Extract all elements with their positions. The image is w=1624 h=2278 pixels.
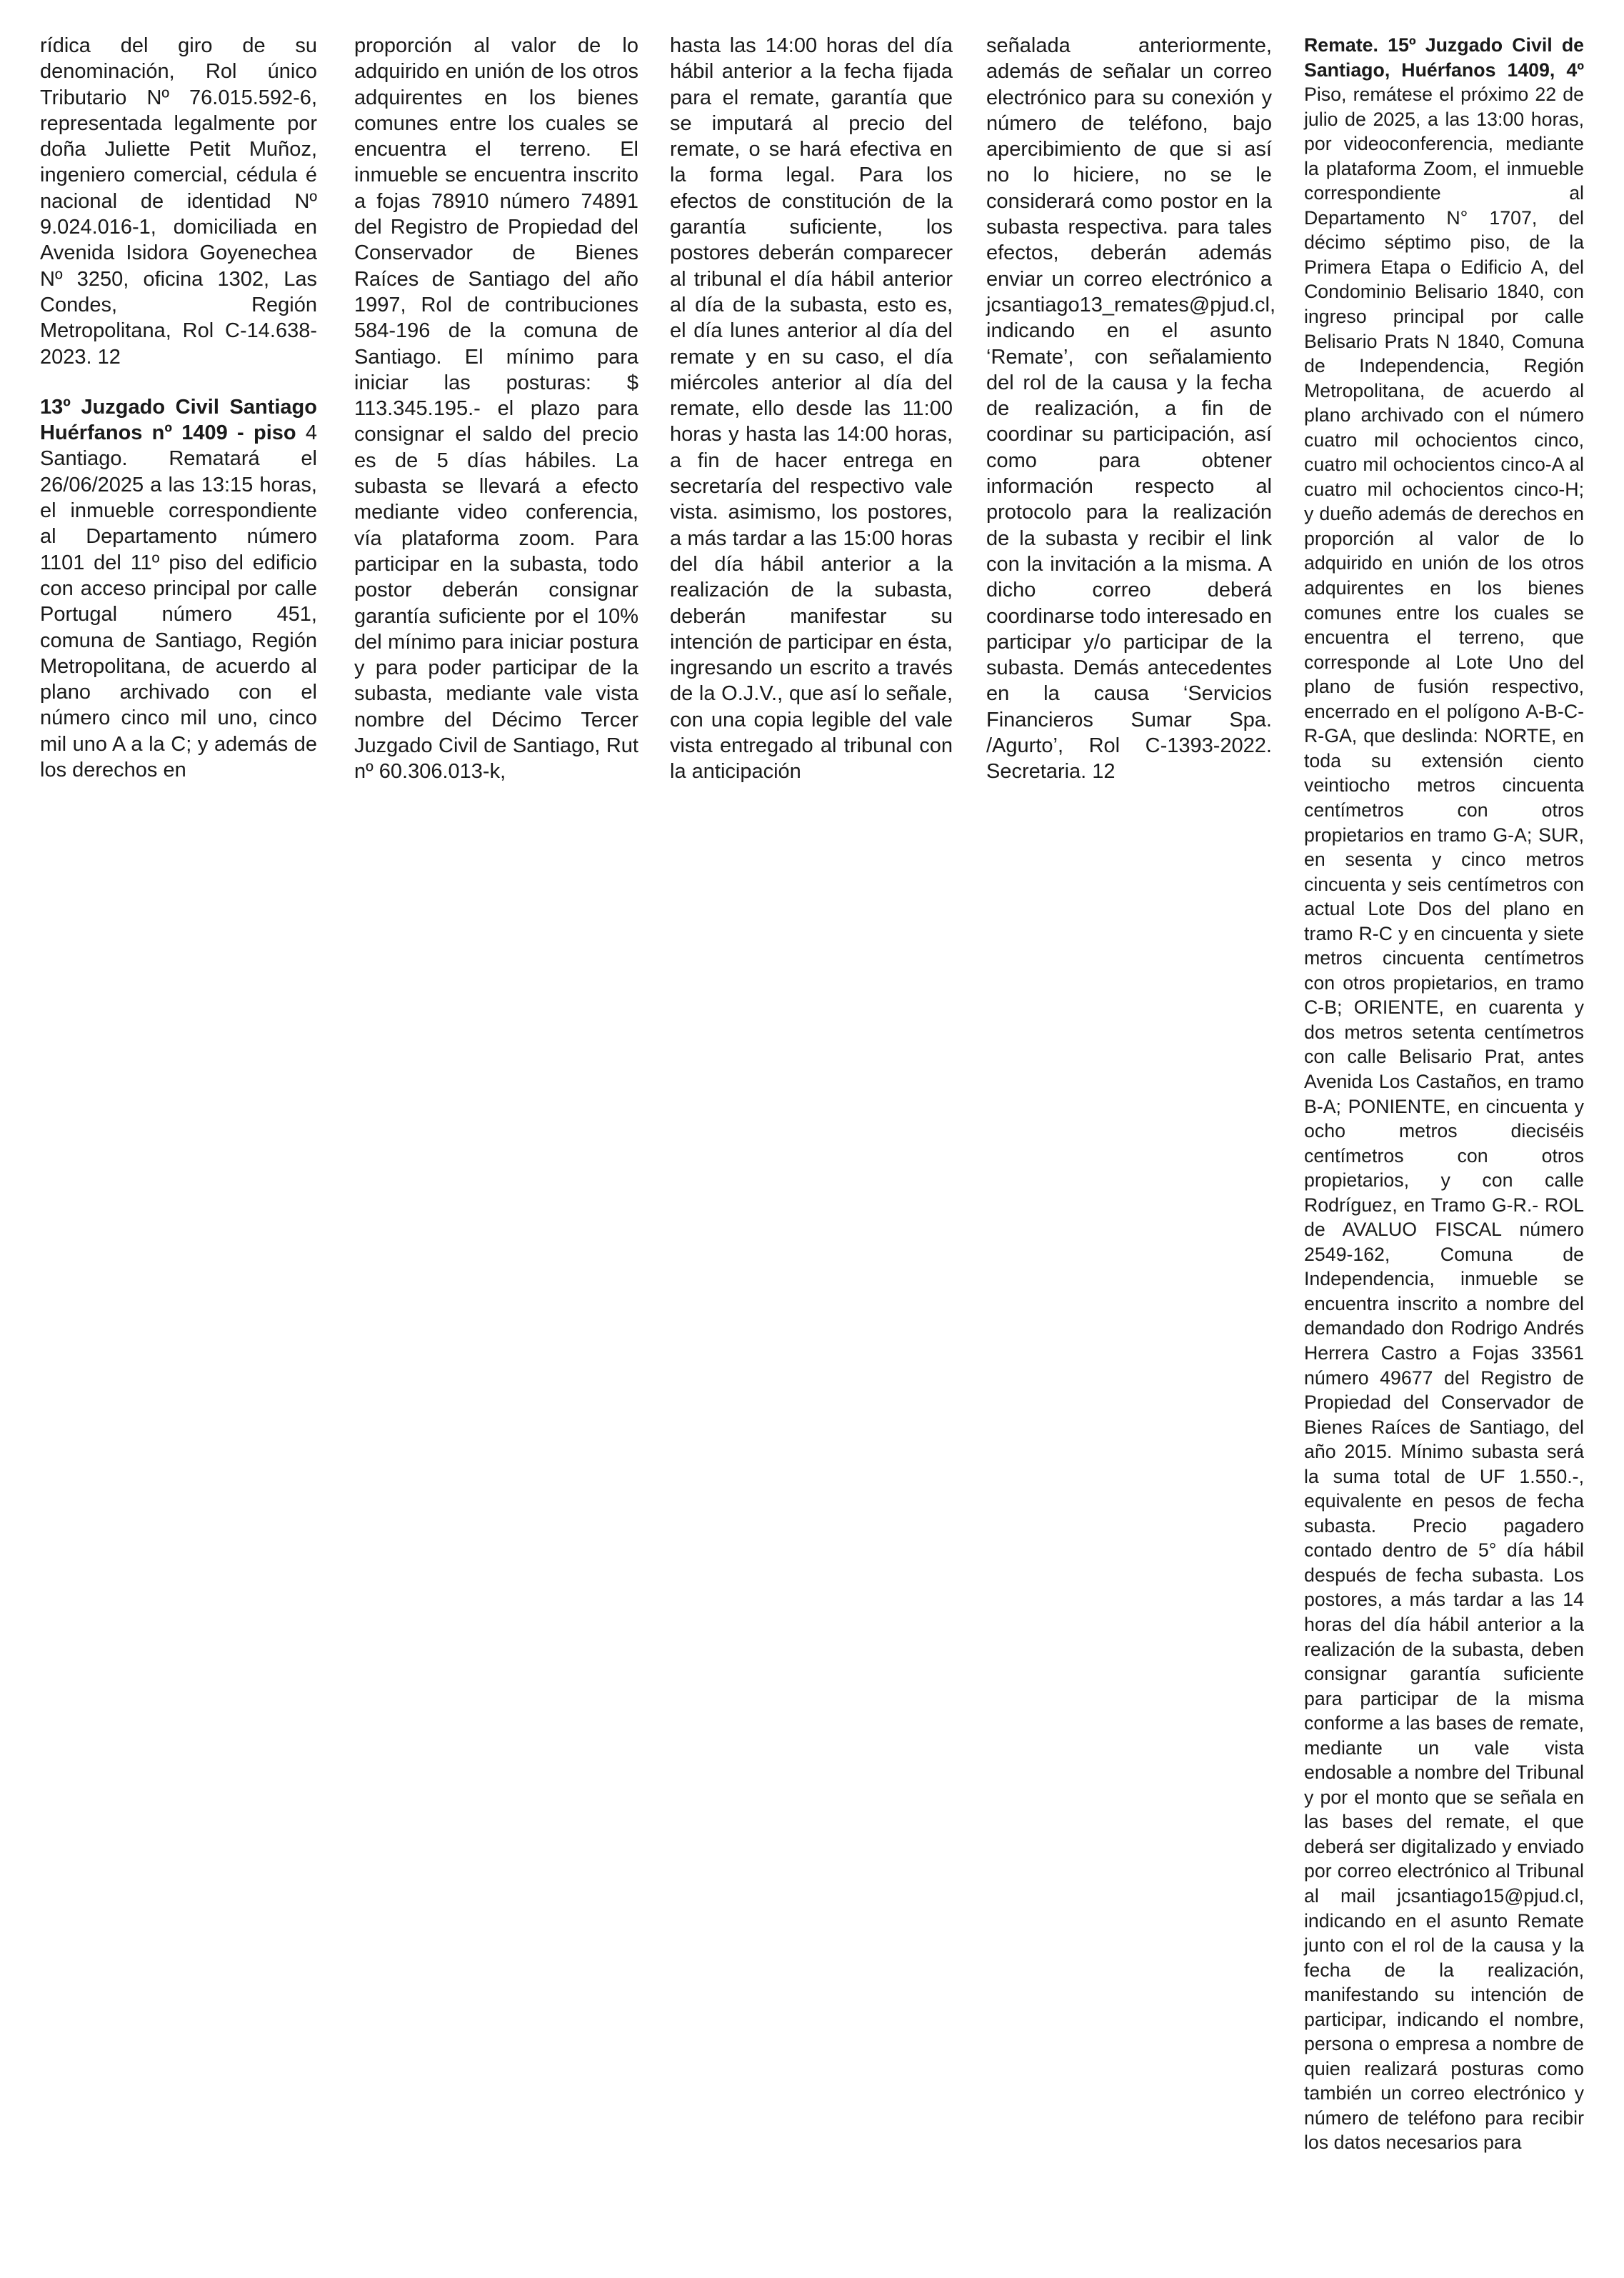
notice-column-1 — [40, 33, 317, 783]
notice-column-4 — [986, 33, 1276, 785]
notice-body: hasta las 14:00 horas del día hábil anterior a la fecha fijada para el remate, garantía que se imputará al precio del remate, o se hará efectiva en la forma legal. Para los efectos de constitución de la garantía suficiente, los postores deberán comparecer al tribunal el día hábil anterior al día de la subasta, esto es, el día lunes anterior al día del remate y en su caso, el día miércoles anterior al día del remate, ello desde las 11:00 horas y hasta las 14:00 horas, a fin de hacer entrega en secretaría del respectivo vale vista. asimismo, los postores, a más tardar a las 15:00 horas del día hábil anterior a la realización de la subasta, deberán manifestar su intención de participar en ésta, ingresando un escrito a través de la O.J.V., que así lo señale, con una copia legible del vale vista entregado al tribunal con la anticipación — [670, 34, 953, 784]
notice-body: Piso, remátese el próximo 22 de julio de 2025, a las 13:00 horas, por videoconferencia, mediante la plataforma Zoom, el inmueble correspondiente al Departamento N° 1707, del décimo séptimo piso, de la Primera Etapa o Edificio A, del Condominio Belisario 1840, con ingreso principal por calle Belisario Prats N 1840, Comuna de Independencia, Región Metropolitana, de acuerdo al plano archivado con el número cuatro mil ochocientos cinco, cuatro mil ochocientos cinco-A al cuatro mil ochocientos cinco-H; y dueño además de derechos en proporción al valor de lo adquirido en unión de los otros adquirentes en los bienes comunes entre los cuales se encuentra el terreno, que corresponde al Lote Uno del plano de fusión respectivo, encerrado en el polígono A-B-C-R-GA, que deslinda: NORTE, en toda su extensión ciento veintiocho metros cincuenta centímetros con otros propietarios en tramo G-A; SUR, en sesenta y cinco metros cincuenta y seis centímetros con actual Lote Dos del plano en tramo R-C y en cincuenta y siete metros cincuenta centímetros con otros propietarios, en tramo C-B; ORIENTE, en cuarenta y dos metros setenta centímetros con calle Belisario Prat, antes Avenida Los Castaños, en tramo B-A; PONIENTE, en cincuenta y ocho metros dieciséis centímetros con otros propietarios, y con calle Rodríguez, en Tramo G-R.- ROL de AVALUO FISCAL número 2549-162, Comuna de Independencia, inmueble se encuentra inscrito a nombre del demandado don Rodrigo Andrés Herrera Castro a Fojas 33561 número 49677 del Registro de Propiedad del Conservador de Bienes Raíces de Santiago, del año 2015. Mínimo subasta será la suma total de UF 1.550.-, equivalente en pesos de fecha subasta. Precio pagadero contado dentro de 5° día hábil después de fecha subasta. Los postores, a más tardar a las 14 horas del día hábil anterior a la realización de la subasta, deben consignar garantía suficiente para participar de la misma conforme a las bases de remate, mediante un vale vista endosable a nombre del Tribunal y por el monto que se señala en las bases del remate, el que deberá ser digitalizado y enviado por correo electrónico al Tribunal al mail jcsantiago15@pjud.cl, indicando en el asunto Remate junto con el rol de la causa y la fecha de la realización, manifestando su intención de participar, indicando el nombre, persona o empresa a nombre de quien realizará posturas como también un correo electrónico y número de teléfono para recibir los datos necesarios para — [1304, 84, 1584, 2154]
notice-continuation-text: rídica del giro de su denominación, Rol único Tributario Nº 76.015.592-6, representada legalmente por doña Juliette Petit Muñoz, ingeniero comercial, cédula é nacional de identidad Nº 9.024.016-1, domiciliada en Avenida Isidora Goyenechea Nº 3250, oficina 1302, Las Condes, Región Metropolitana, Rol C-14.638-2023. 12 — [40, 34, 317, 369]
notice-13-juzgado — [40, 394, 317, 783]
notice-heading: Remate. 15º Juzgado Civil de Santiago, Huérfanos 1409, 4º — [1304, 34, 1584, 81]
paragraph-gap — [40, 370, 317, 394]
notice-body: 4 Santiago. Rematará el 26/06/2025 a las 13:15 horas, el inmueble correspondiente al Departamento número 1101 del 11º piso del edificio con acceso principal por calle Portugal número 451, comuna de Santiago, Región Metropolitana, de acuerdo al plano archivado con el número cinco mil uno, cinco mil uno A a la C; y además de los derechos en — [40, 421, 318, 782]
notice-column-3 — [670, 33, 953, 785]
notice-15-juzgado — [1304, 33, 1584, 2155]
notice-column-2 — [354, 33, 638, 785]
notice-column-5 — [1304, 33, 1584, 2155]
notice-body: proporción al valor de lo adquirido en unión de los otros adquirentes en los bienes comunes entre los cuales se encuentra el terreno. El inmueble se encuentra inscrito a fojas 78910 número 74891 del Registro de Propiedad del Conservador de Bienes Raíces de Santiago del año 1997, Rol de contribuciones 584-196 de la comuna de Santiago. El mínimo para iniciar las posturas: $ 113.345.195.- el plazo para consignar el saldo del precio es de 5 días hábiles. La subasta se llevará a efecto mediante video conferencia, vía plataforma zoom. Para participar en la subasta, todo postor deberán consignar garantía suficiente por el 10% del mínimo para iniciar postura y para poder participar de la subasta, mediante vale vista nombre del Décimo Tercer Juzgado Civil de Santiago, Rut nº 60.306.013-k, — [354, 34, 638, 784]
notice-heading: 13º Juzgado Civil Santiago Huérfanos nº 1409 - piso — [40, 395, 317, 445]
notice-body: señalada anteriormente, además de señalar un correo electrónico para su conexión y número de teléfono, bajo apercibimiento de que si así no lo hiciere, no se le considerará como postor en la subasta respectiva. para tales efectos, deberán además enviar un correo electrónico a jcsantiago13_remates@pjud.cl, indicando en el asunto ‘Remate’, con señalamiento del rol de la causa y la fecha de realización, a fin de coordinar su participación, así como para obtener información respecto al protocolo para la realización de la subasta y recibir el link con la invitación a la misma. A dicho correo deberá coordinarse todo interesado en participar y/o participar de la subasta. Demás antecedentes en la causa ‘Servicios Financieros Sumar Spa. /Agurto’, Rol C-1393-2022. Secretaria. 12 — [986, 34, 1276, 784]
